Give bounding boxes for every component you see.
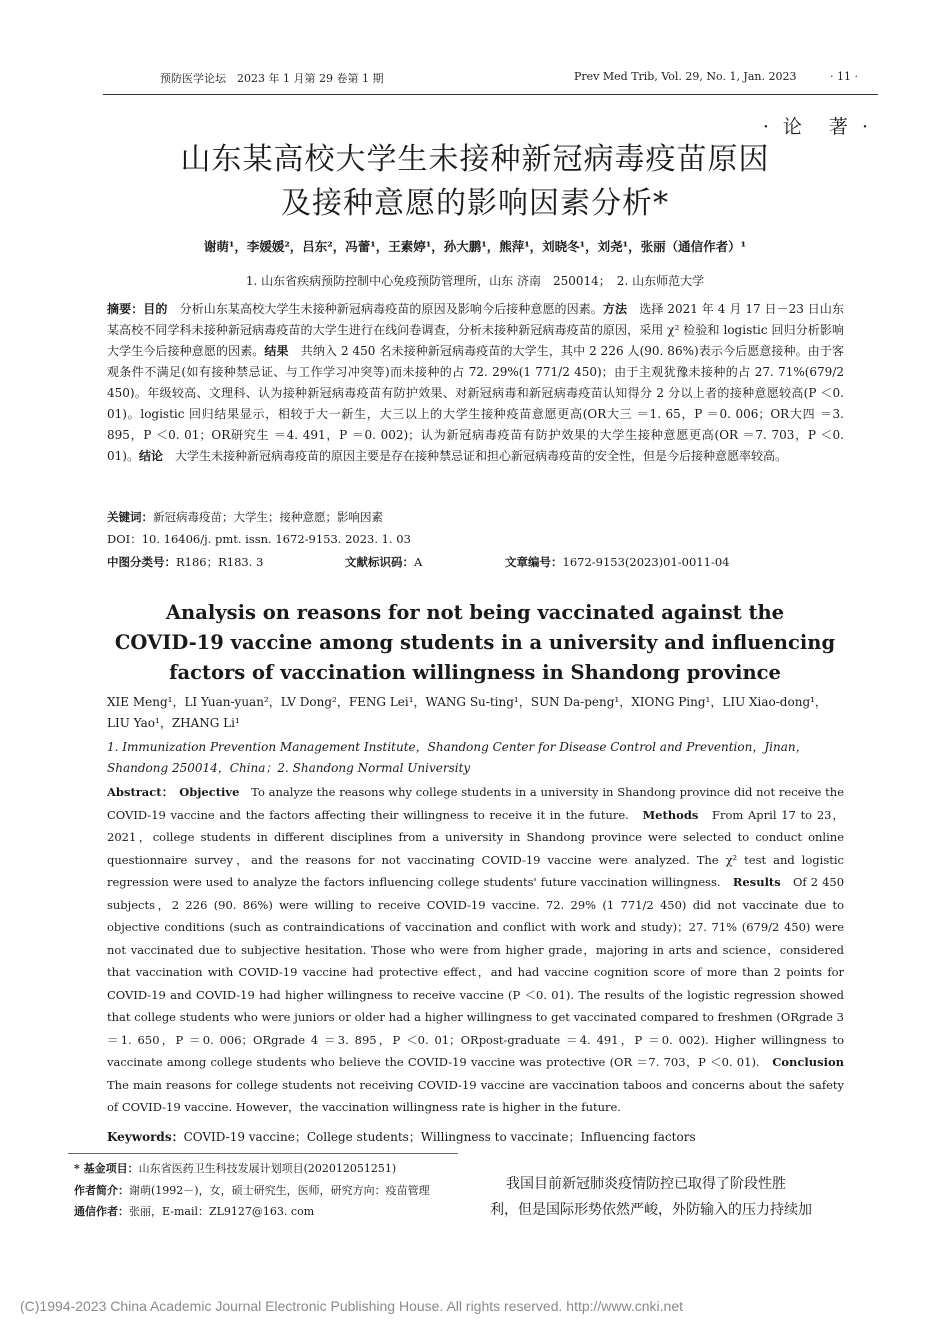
footnote-rule bbox=[68, 1153, 458, 1154]
conclusion-cn: 大学生未接种新冠病毒疫苗的原因主要是存在接种禁忌证和担心新冠病毒疫苗的安全性，但是今后接种意愿率较高。 bbox=[174, 449, 787, 463]
doc-code bbox=[345, 554, 422, 570]
article-number bbox=[505, 554, 729, 570]
doc-label: 文献标识码： bbox=[345, 555, 414, 569]
footnote-fund bbox=[74, 1160, 396, 1176]
section-tag: · 论 著 · bbox=[762, 116, 872, 138]
abstract-en bbox=[107, 781, 844, 1119]
body-text-line2: 利，但是国际形势依然严峻，外防输入的压力持续加 bbox=[490, 1202, 812, 1218]
article-value: 1672-9153(2023)01-0011-04 bbox=[562, 555, 730, 569]
article-label: 文章编号： bbox=[505, 555, 563, 569]
title-en-line1: Analysis on reasons for not being vaccinated against the bbox=[165, 601, 785, 624]
methods-cn: 选择 2021 年 4 月 17 日－23 日山东某高校不同学科未接种新冠病毒疫苗的大学生进行在线问卷调查，分析未接种新冠病毒疫苗的原因，采用 χ² 检验和 logistic 回归分析影响大学生今后接种意愿的因素。 bbox=[107, 302, 844, 358]
title-en-line2: COVID-19 vaccine among students in a university and influencing bbox=[114, 631, 836, 654]
title-cn-line2: 及接种意愿的影响因素分析* bbox=[281, 186, 669, 221]
doi: DOI：10. 16406/j. pmt. issn. 1672-9153. 2023. 1. 03 bbox=[107, 532, 411, 546]
clc-number bbox=[107, 554, 263, 570]
conclusion-en: The main reasons for college students not receiving COVID-19 vaccine are vaccination taboos and concerns about the safety of COVID-19 vaccine. However，the vaccination willingness rate is higher in the future. bbox=[107, 1077, 844, 1114]
authors-en: XIE Meng¹，LI Yuan-yuan²，LV Dong²，FENG Lei¹，WANG Su-ting¹，SUN Da-peng¹，XIONG Ping¹，LIU Xiao-dong¹，LIU Yao¹，ZHANG Li¹ bbox=[107, 695, 827, 730]
abstract-cn bbox=[107, 299, 844, 467]
results-cn: 共纳入 2 450 名未接种新冠病毒疫苗的大学生，其中 2 226 人(90. 86%)表示今后愿意接种。由于客观条件不满足(如有接种禁忌证、与工作学习冲突等)而未接种的占 72. 29%(1 771/2 450)；由于主观犹豫未接种的占 27. 71%(679/2 450)。年级较高、文理科、认为接种新冠病毒疫苗有防护效果、对新冠病毒和新冠病毒疫苗认知得分 2 分以上者的接种意愿较高(P ＜0. 01)。logistic 回归结果显示，相较于大一新生，大三以上的大学生接种疫苗意愿更高(OR大三 ＝1. 65，P ＝0. 006；OR大四 ＝3. 895，P ＜0. 01；OR研究生 ＝4. 491，P ＝0. 002)；认为新冠病毒疫苗有防护效果的大学生接种意愿更高(OR ＝7. 703，P ＜0. 01)。 bbox=[107, 344, 844, 463]
keywords-cn bbox=[107, 509, 383, 525]
running-header-left: 预防医学论坛 2023 年 1 月第 29 卷第 1 期 bbox=[160, 72, 384, 85]
authors-cn: 谢萌¹，李媛媛²，吕东²，冯蕾¹，王素婷¹，孙大鹏¹，熊萍¹，刘晓冬¹，刘尧¹，张丽（通信作者）¹ bbox=[203, 239, 747, 254]
title-cn-line1: 山东某高校大学生未接种新冠病毒疫苗原因 bbox=[180, 142, 770, 177]
author-label: 作者简介： bbox=[74, 1184, 129, 1197]
running-header-right: Prev Med Trib, Vol. 29, No. 1, Jan. 2023 bbox=[574, 70, 797, 83]
results-en: Of 2 450 subjects，2 226 (90. 86%) were willing to receive COVID-19 vaccine. 72. 29% (1 771/2 450) did not vaccinate due to objective conditions (such as contraindications of vaccination and conflict with work and study)；27. 71% (679/2 450) were not vaccinated due to subjective hesitation. Those who were from higher grade，majoring in arts and science，considered that vaccination with COVID-19 vaccine had protective effect，and had vaccine cognition score of more than 2 points for COVID-19 and COVID-19 had higher willingness to receive vaccine (P ＜0. 01). The results of the logistic regression showed that college students who were juniors or older had a higher willingness to get vaccinated compared to freshmen (ORgrade 3 ＝1. 650，P ＝0. 006；ORgrade 4 ＝3. 895，P ＜0. 01；ORpost-graduate ＝4. 491，P ＝0. 002). Higher willingness to vaccinate among college students who believe the COVID-19 vaccine was protective (OR ＝7. 703，P ＜0. 01). bbox=[107, 875, 845, 1069]
keywords-en bbox=[107, 1128, 696, 1145]
objective-label-cn: 目的 bbox=[143, 302, 168, 316]
doc-value: A bbox=[414, 555, 423, 569]
keywords-en-text: COVID-19 vaccine；College students；Willingness to vaccinate；Influencing factors bbox=[183, 1130, 696, 1144]
clc-value: R186；R183. 3 bbox=[176, 555, 264, 569]
page-number: · 11 · bbox=[830, 70, 858, 83]
methods-label-cn: 方法 bbox=[602, 302, 628, 316]
objective-label-en: Objective bbox=[179, 785, 240, 799]
footnote-author bbox=[74, 1182, 430, 1198]
methods-label-en: Methods bbox=[642, 807, 699, 822]
keywords-cn-text: 新冠病毒疫苗；大学生；接种意愿；影响因素 bbox=[153, 510, 383, 524]
affiliation-cn: 1. 山东省疾病预防控制中心免疫预防管理所，山东 济南 250014； 2. 山东师范大学 bbox=[245, 274, 705, 288]
header-rule bbox=[103, 94, 878, 95]
clc-label: 中图分类号： bbox=[107, 555, 176, 569]
fund-label: * 基金项目： bbox=[74, 1162, 139, 1175]
objective-en: To analyze the reasons why college students in a university in Shandong province did not receive the COVID-19 vaccine and the factors affecting their willingness to receive it in the future. bbox=[107, 785, 845, 822]
footnote-corr bbox=[74, 1203, 314, 1219]
results-label-cn: 结果 bbox=[264, 344, 289, 358]
abstract-en-label: Abstract： bbox=[107, 785, 168, 799]
cnki-watermark: (C)1994-2023 China Academic Journal Electronic Publishing House. All rights reserved. http://www.cnki.net bbox=[20, 1298, 683, 1314]
corr-value: 张丽，E-mail：ZL9127@163. com bbox=[129, 1205, 315, 1218]
conclusion-label-cn: 结论 bbox=[138, 449, 163, 463]
results-label-en: Results bbox=[732, 875, 781, 889]
author-value: 谢萌(1992－)，女，硕士研究生，医师，研究方向：疫苗管理 bbox=[129, 1184, 430, 1197]
objective-cn: 分析山东某高校大学生未接种新冠病毒疫苗的原因及影响今后接种意愿的因素。 bbox=[179, 302, 603, 316]
conclusion-label-en: Conclusion bbox=[772, 1055, 845, 1069]
title-en-line3: factors of vaccination willingness in Shandong province bbox=[169, 661, 781, 684]
methods-en: From April 17 to 23，2021，college students in different disciplines from a university in Shandong province were selected to conduct online questionnaire survey，and the reasons for not vaccinating COVID-19 vaccine were analyzed. The χ² test and logistic regression were used to analyze the factors influencing college students' future vaccination willingness. bbox=[107, 807, 845, 889]
keywords-cn-label: 关键词： bbox=[107, 510, 153, 524]
keywords-en-label: Keywords： bbox=[107, 1130, 184, 1144]
fund-value: 山东省医药卫生科技发展计划项目(202012051251) bbox=[138, 1162, 397, 1175]
abstract-cn-label: 摘要： bbox=[107, 302, 144, 316]
corr-label: 通信作者： bbox=[74, 1205, 129, 1218]
body-text-line1: 我国目前新冠肺炎疫情防控已取得了阶段性胜 bbox=[506, 1176, 786, 1192]
affiliation-en: 1. Immunization Prevention Management Institute，Shandong Center for Disease Control and Prevention，Jinan，Shandong 250014，China；2. Shandong Normal University bbox=[107, 740, 808, 775]
